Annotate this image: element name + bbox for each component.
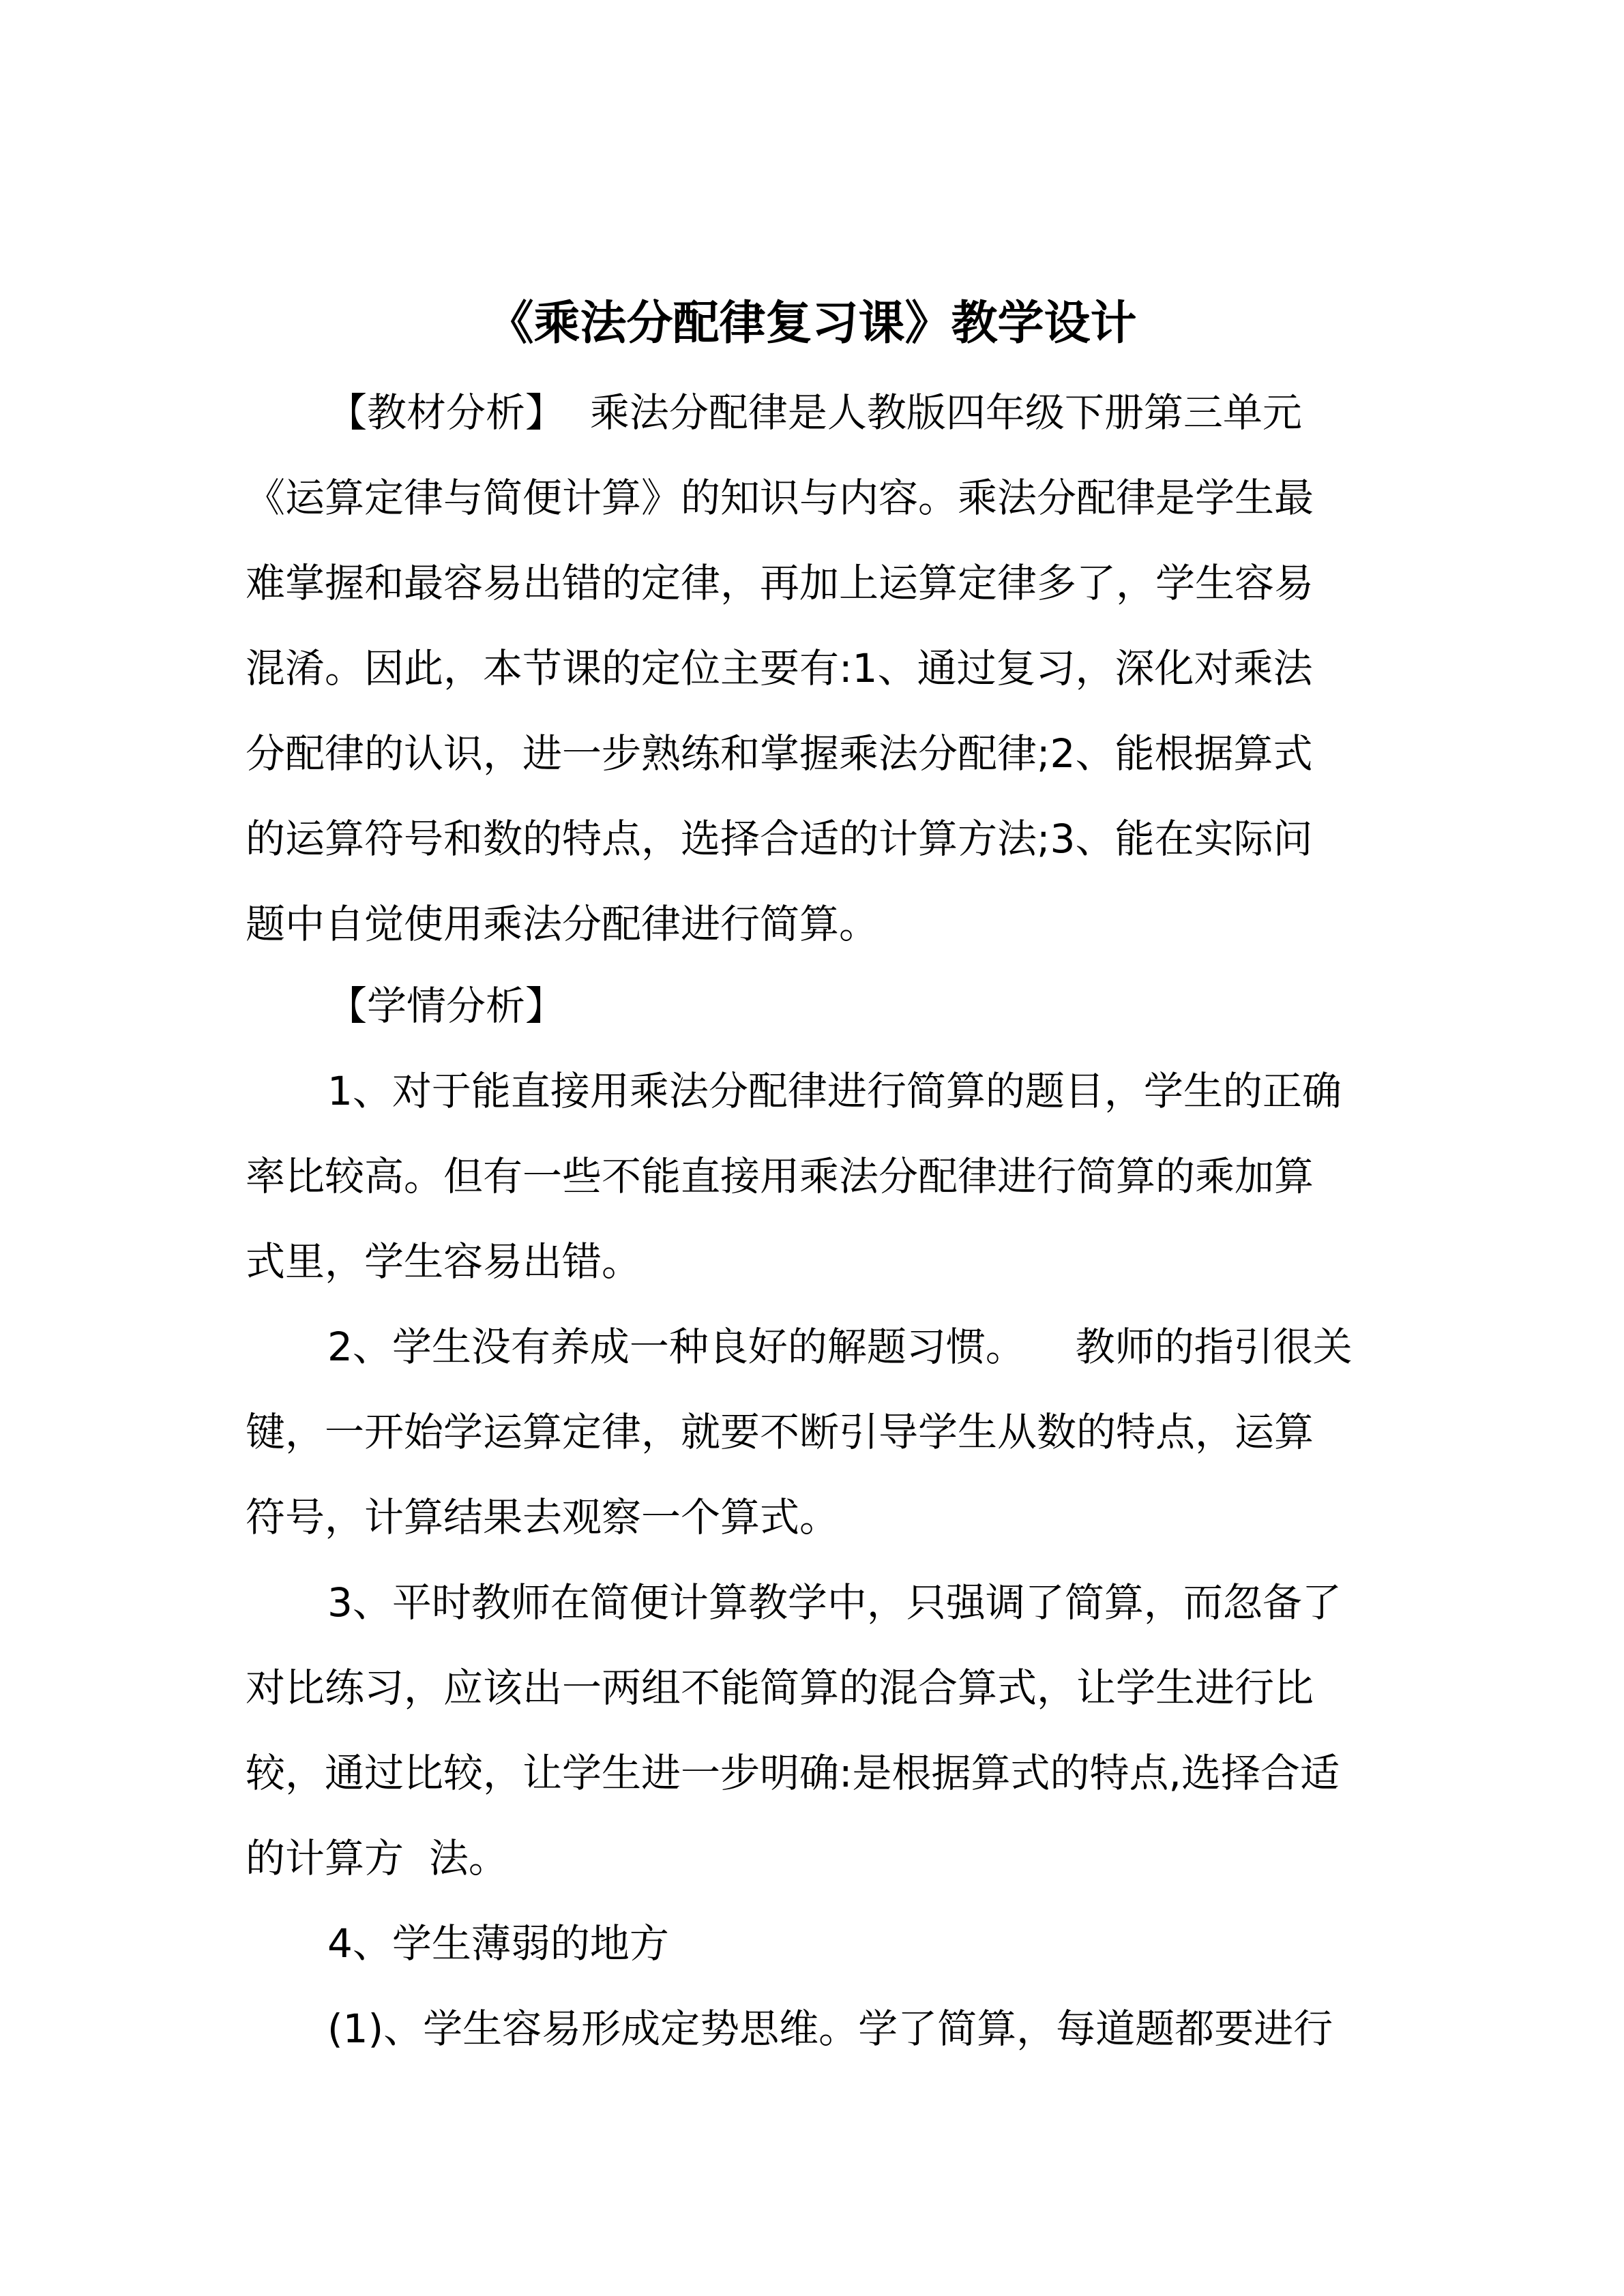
paragraph-line: 式里，学生容易出错。: [246, 1238, 642, 1285]
paragraph-line: 的计算方 法。: [246, 1835, 508, 1881]
paragraph-line: 【教材分析】 乘法分配律是人教版四年级下册第三单元: [327, 389, 1302, 436]
paragraph-line: (1)、学生容易形成定势思维。学了简算，每道题都要进行: [327, 2006, 1333, 2052]
paragraph-line: 混淆。因此，本节课的定位主要有:1、通过复习，深化对乘法: [246, 645, 1313, 691]
paragraph-line: 的运算符号和数的特点，选择合适的计算方法;3、能在实际问: [246, 816, 1313, 862]
paragraph-line: 难掌握和最容易出错的定律，再加上运算定律多了，学生容易: [246, 560, 1314, 606]
paragraph-line: 对比练习，应该出一两组不能简算的混合算式，让学生进行比: [246, 1665, 1314, 1711]
paragraph-line: 题中自觉使用乘法分配律进行简算。: [246, 901, 879, 947]
paragraph-line: 较，通过比较，让学生进一步明确:是根据算式的特点,选择合适: [246, 1750, 1340, 1796]
paragraph-line: 率比较高。但有一些不能直接用乘法分配律进行简算的乘加算: [246, 1153, 1314, 1199]
paragraph-line: 键，一开始学运算定律，就要不断引导学生从数的特点，运算: [246, 1409, 1314, 1455]
paragraph-line: 2、学生没有养成一种良好的解题习惯。 教师的指引很关: [327, 1324, 1353, 1370]
paragraph-line: 符号，计算结果去观察一个算式。: [246, 1494, 840, 1540]
paragraph-line: 《运算定律与简便计算》的知识与内容。乘法分配律是学生最: [246, 475, 1314, 521]
paragraph-line: 3、平时教师在简便计算教学中，只强调了简算，而忽备了: [327, 1579, 1342, 1626]
paragraph-line: 分配律的认识，进一步熟练和掌握乘法分配律;2、能根据算式: [246, 730, 1313, 777]
document-title: 《乘法分配律复习课》教学设计: [487, 297, 1137, 351]
paragraph-line: 1、对于能直接用乘法分配律进行简算的题目，学生的正确: [327, 1068, 1342, 1114]
section-heading: 【学情分析】: [327, 983, 565, 1029]
paragraph-line: 4、学生薄弱的地方: [327, 1920, 669, 1967]
